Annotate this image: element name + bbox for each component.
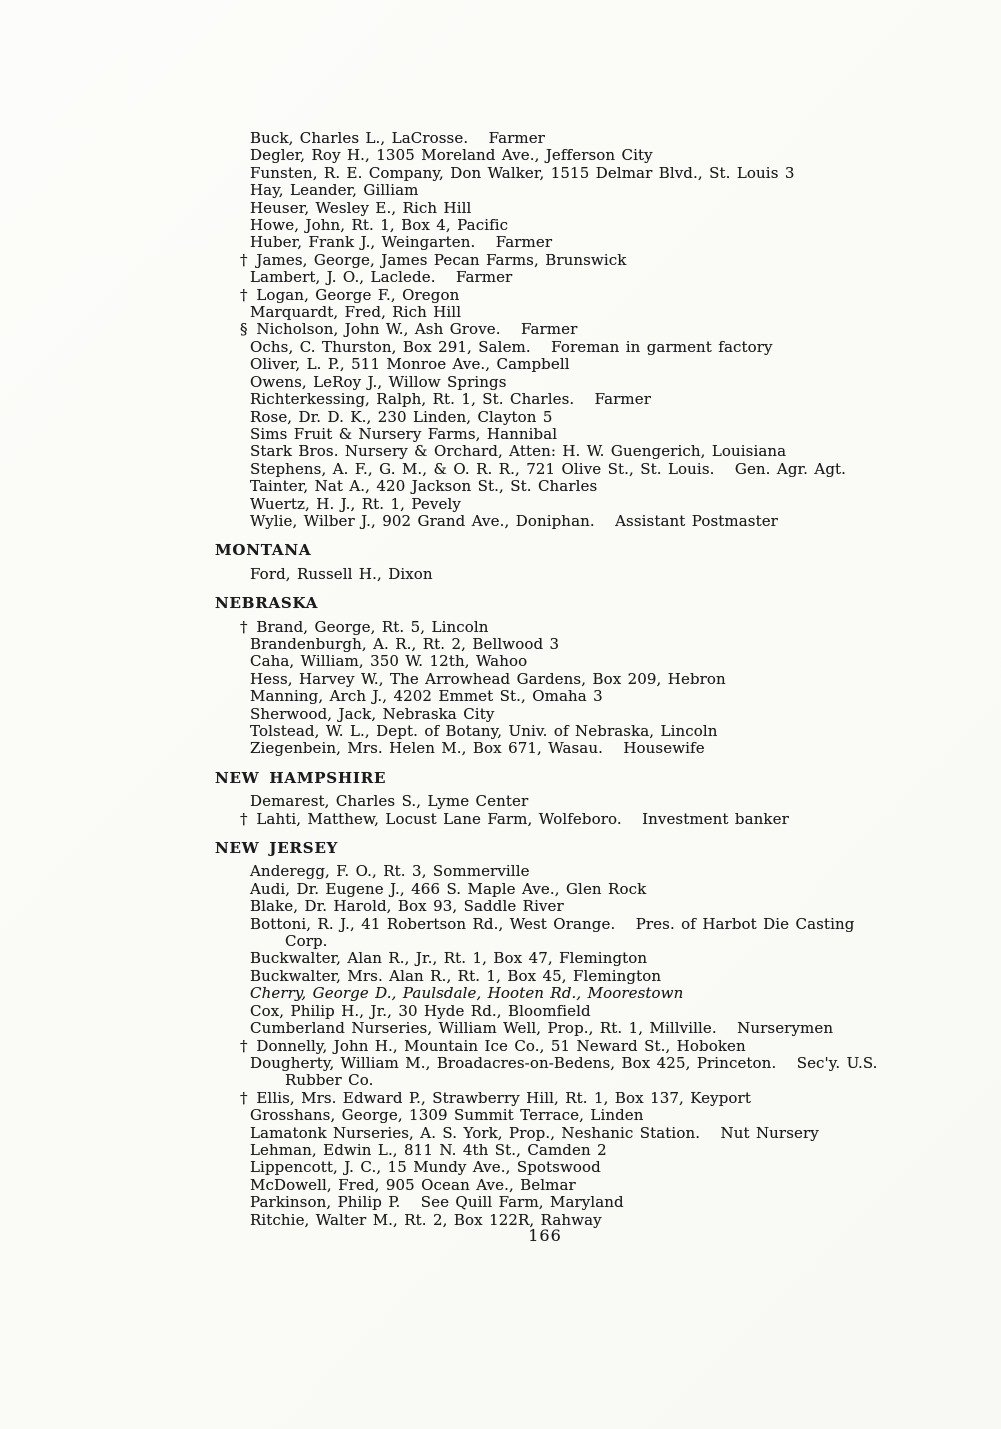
entry-text: Donnelly, John H., Mountain Ice Co., 51 Neward St., Hoboken	[256, 1036, 746, 1055]
state-section	[215, 840, 897, 1229]
directory-entry	[250, 723, 897, 740]
entry-text: James, George, James Pecan Farms, Brunswick	[256, 250, 627, 269]
entry-text: Ochs, C. Thurston, Box 291, Salem.	[250, 337, 531, 356]
entry-text: Blake, Dr. Harold, Box 93, Saddle River	[250, 897, 564, 916]
state-section	[215, 542, 897, 583]
entry-text: Ford, Russell H., Dixon	[250, 564, 433, 583]
directory-entry	[250, 671, 897, 688]
directory-entry	[250, 217, 897, 234]
entry-text: Anderegg, F. O., Rt. 3, Sommerville	[250, 862, 530, 881]
entry-note: Farmer	[495, 233, 553, 252]
entry-note: Farmer	[594, 390, 651, 409]
directory-entry	[250, 1177, 897, 1194]
entry-note: Housewife	[623, 739, 705, 758]
entry-text: Cherry, George D., Paulsdale, Hooten Rd., Moorestown	[250, 984, 684, 1003]
directory-entry	[240, 1088, 897, 1107]
directory-entry	[250, 443, 897, 460]
directory-entry	[240, 617, 897, 636]
directory-entry	[250, 356, 897, 373]
state-section	[215, 130, 897, 530]
directory-entry	[250, 968, 897, 985]
directory-entry	[250, 916, 897, 951]
directory-entry	[250, 1125, 897, 1142]
entry-list	[240, 617, 897, 758]
directory-entry	[250, 182, 897, 199]
directory-entry	[250, 1159, 897, 1176]
entry-text: Marquardt, Fred, Rich Hill	[250, 303, 462, 322]
entry-text: Sherwood, Jack, Nebraska City	[250, 704, 495, 723]
entry-text: Cox, Philip H., Jr., 30 Hyde Rd., Bloomfield	[250, 1001, 591, 1020]
directory-entry	[250, 1194, 897, 1211]
directory-entry	[250, 1055, 897, 1090]
directory-entry	[250, 409, 897, 426]
directory-entry	[250, 636, 897, 653]
entry-text: Audi, Dr. Eugene J., 466 S. Maple Ave., Glen Rock	[250, 879, 647, 898]
entry-note: Gen. Agr. Agt.	[734, 459, 847, 478]
entry-text: Ziegenbein, Mrs. Helen M., Box 671, Wasau.	[250, 739, 603, 758]
directory-entry	[250, 496, 897, 513]
directory-entry	[250, 898, 897, 915]
entry-note: Nut Nursery	[720, 1123, 819, 1142]
entry-list	[240, 862, 897, 1229]
entry-text: Stark Bros. Nursery & Orchard, Atten: H. W. Guengerich, Louisiana	[250, 442, 787, 461]
entry-text: Logan, George F., Oregon	[256, 285, 460, 304]
membership-mark-icon: †	[240, 1088, 248, 1107]
entry-text: Brand, George, Rt. 5, Lincoln	[256, 617, 489, 636]
entry-text: Manning, Arch J., 4202 Emmet St., Omaha 3	[250, 687, 603, 706]
entry-note: See Quill Farm, Maryland	[420, 1193, 624, 1212]
entry-text: Brandenburgh, A. R., Rt. 2, Bellwood 3	[250, 634, 560, 653]
entry-note: Farmer	[455, 268, 513, 287]
entry-text: Huber, Frank J., Weingarten.	[250, 233, 476, 252]
directory-entry	[250, 985, 897, 1002]
entry-text: Stephens, A. F., G. M., & O. R. R., 721 Olive St., St. Louis.	[250, 459, 715, 478]
entry-text: Parkinson, Philip P.	[250, 1193, 401, 1212]
entry-text: Nicholson, John W., Ash Grove.	[256, 320, 501, 339]
state-header: NEW JERSEY	[215, 839, 339, 858]
directory-entry	[250, 374, 897, 391]
entry-text: McDowell, Fred, 905 Ocean Ave., Belmar	[250, 1175, 576, 1194]
directory-entry	[250, 688, 897, 705]
entry-text: Oliver, L. P., 511 Monroe Ave., Campbell	[250, 355, 570, 374]
entry-text: Wylie, Wilber J., 902 Grand Ave., Doniphan.	[250, 511, 595, 530]
directory-entry	[250, 147, 897, 164]
page-number: 166	[528, 1226, 562, 1245]
entry-continuation: Rubber Co.	[285, 1071, 374, 1090]
entry-text: Funsten, R. E. Company, Don Walker, 1515 Delmar Blvd., St. Louis 3	[250, 163, 795, 182]
membership-mark-icon: †	[240, 617, 248, 636]
directory-entry	[250, 200, 897, 217]
entry-text: Lamatonk Nurseries, A. S. York, Prop., Neshanic Station.	[250, 1123, 701, 1142]
directory-entry	[250, 513, 897, 530]
entry-text: Sims Fruit & Nursery Farms, Hannibal	[250, 424, 558, 443]
membership-mark-icon: †	[240, 285, 248, 304]
entry-text: Demarest, Charles S., Lyme Center	[250, 792, 529, 811]
directory-entry	[250, 566, 897, 583]
entry-note: Pres. of Harbot Die Casting	[635, 914, 855, 933]
entry-text: Richterkessing, Ralph, Rt. 1, St. Charles.	[250, 390, 575, 409]
entry-text: Tainter, Nat A., 420 Jackson St., St. Charles	[250, 477, 598, 496]
directory-entry	[250, 740, 897, 757]
directory-entry	[250, 881, 897, 898]
entry-note: Farmer	[520, 320, 578, 339]
entry-text: Howe, John, Rt. 1, Box 4, Pacific	[250, 216, 509, 235]
entry-text: Lippencott, J. C., 15 Mundy Ave., Spotswood	[250, 1158, 601, 1177]
directory-entry	[250, 706, 897, 723]
directory-entry	[250, 339, 897, 356]
directory-entry	[250, 1020, 897, 1037]
state-section	[215, 595, 897, 758]
entry-text: Heuser, Wesley E., Rich Hill	[250, 198, 472, 217]
directory-entry	[250, 461, 897, 478]
directory-entry	[250, 1142, 897, 1159]
entry-text: Buckwalter, Alan R., Jr., Rt. 1, Box 47, Flemington	[250, 949, 648, 968]
directory-entry	[250, 1107, 897, 1124]
directory-entry	[250, 234, 897, 251]
entry-text: Owens, LeRoy J., Willow Springs	[250, 372, 507, 391]
entry-note: Investment banker	[642, 809, 789, 828]
membership-mark-icon: †	[240, 809, 248, 828]
directory-entry	[250, 653, 897, 670]
state-header: NEW HAMPSHIRE	[215, 768, 387, 787]
membership-mark-icon: §	[240, 320, 248, 339]
entry-note: Sec'y. U.S.	[796, 1053, 878, 1072]
directory-entry	[240, 809, 897, 828]
entry-text: Degler, Roy H., 1305 Moreland Ave., Jefferson City	[250, 146, 653, 165]
directory-entry	[250, 391, 897, 408]
entry-text: Ritchie, Walter M., Rt. 2, Box 122R, Rahway	[250, 1210, 602, 1229]
state-header: MONTANA	[215, 541, 312, 560]
entry-text: Hay, Leander, Gilliam	[250, 181, 419, 200]
directory-entry	[250, 426, 897, 443]
directory-entry	[240, 1036, 897, 1055]
directory-entry	[250, 793, 897, 810]
entry-text: Lahti, Matthew, Locust Lane Farm, Wolfeboro.	[256, 809, 622, 828]
directory-entry	[240, 285, 897, 304]
entry-text: Tolstead, W. L., Dept. of Botany, Univ. of Nebraska, Lincoln	[250, 722, 718, 740]
directory-entry	[240, 320, 897, 339]
entry-text: Dougherty, William M., Broadacres-on-Bedens, Box 425, Princeton.	[250, 1053, 777, 1072]
entry-text: Buck, Charles L., LaCrosse.	[250, 129, 469, 147]
membership-mark-icon: †	[240, 1036, 248, 1055]
directory-entry	[250, 304, 897, 321]
entry-note: Nurserymen	[737, 1019, 834, 1038]
directory-entry	[250, 950, 897, 967]
entry-note: Foreman in garment factory	[551, 337, 773, 356]
entry-list	[240, 792, 897, 828]
entry-note: Farmer	[488, 129, 545, 147]
directory-entry	[250, 130, 897, 147]
state-header: NEBRASKA	[215, 594, 319, 613]
entry-text: Caha, William, 350 W. 12th, Wahoo	[250, 652, 528, 671]
entry-text: Hess, Harvey W., The Arrowhead Gardens, Box 209, Hebron	[250, 669, 726, 688]
directory-entry	[250, 269, 897, 286]
entry-text: Cumberland Nurseries, William Well, Prop., Rt. 1, Millville.	[250, 1019, 717, 1038]
directory-entry	[250, 165, 897, 182]
entry-note: Assistant Postmaster	[615, 511, 778, 530]
entry-list	[240, 129, 897, 530]
state-section	[215, 770, 897, 828]
entry-text: Lehman, Edwin L., 811 N. 4th St., Camden 2	[250, 1140, 607, 1159]
directory-entry	[250, 863, 897, 880]
entry-text: Rose, Dr. D. K., 230 Linden, Clayton 5	[250, 407, 553, 426]
entry-text: Lambert, J. O., Laclede.	[250, 268, 436, 287]
directory-entry	[240, 250, 897, 269]
entry-text: Ellis, Mrs. Edward P., Strawberry Hill, Rt. 1, Box 137, Keyport	[256, 1088, 751, 1107]
directory-entry	[250, 478, 897, 495]
entry-continuation: Corp.	[285, 932, 328, 951]
entry-text: Bottoni, R. J., 41 Robertson Rd., West Orange.	[250, 914, 616, 933]
directory-entry	[250, 1003, 897, 1020]
entry-text: Buckwalter, Mrs. Alan R., Rt. 1, Box 45, Flemington	[250, 966, 662, 985]
directory	[215, 130, 897, 1229]
entry-list	[250, 566, 897, 583]
membership-mark-icon: †	[240, 250, 248, 269]
entry-text: Wuertz, H. J., Rt. 1, Pevely	[250, 494, 461, 513]
entry-text: Grosshans, George, 1309 Summit Terrace, Linden	[250, 1106, 644, 1125]
